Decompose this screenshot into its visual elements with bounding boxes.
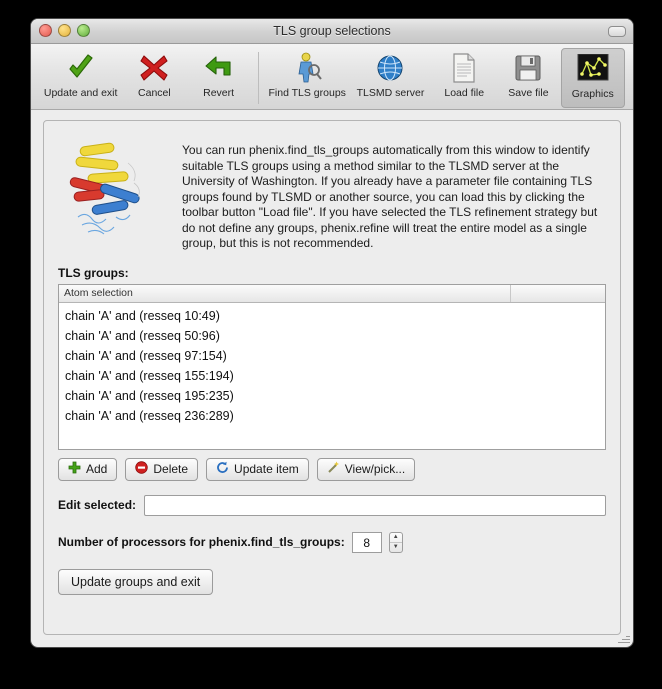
toolbar-button-load-file[interactable] (432, 48, 496, 108)
update-item-button-label: Update item (234, 462, 299, 476)
toolbar-label: Update and exit (43, 87, 118, 99)
main-panel (43, 120, 621, 635)
processors-label: Number of processors for phenix.find_tls_groups: (58, 535, 345, 549)
tls-groups-list[interactable] (58, 284, 606, 450)
window-body (31, 110, 633, 647)
blue-refresh-icon (216, 461, 229, 477)
document-icon (450, 51, 478, 85)
close-window-button[interactable] (39, 24, 52, 37)
edit-selected-label: Edit selected: (58, 498, 137, 512)
resize-grip[interactable] (617, 631, 630, 644)
stepper-up-icon[interactable]: ▲ (390, 533, 402, 543)
toolbar-separator (258, 52, 259, 104)
molecule-graphics-icon (577, 52, 609, 86)
floppy-disk-icon (513, 51, 543, 85)
column-header-empty[interactable] (511, 285, 605, 302)
window-title: TLS group selections (273, 24, 391, 38)
stepper-down-icon[interactable]: ▼ (392, 544, 399, 550)
list-header (59, 285, 605, 303)
toolbar-button-find-tls-groups[interactable] (266, 48, 349, 108)
delete-button-label: Delete (153, 462, 189, 476)
toolbar-label: Revert (203, 87, 235, 99)
toolbar-toggle-button[interactable] (608, 26, 626, 37)
list-body (59, 303, 605, 449)
wand-icon (327, 461, 340, 477)
table-row[interactable]: chain 'A' and (resseq 50:96) (65, 328, 220, 343)
tls-groups-label: TLS groups: (58, 265, 129, 280)
add-button-label: Add (86, 462, 108, 476)
processors-stepper[interactable] (389, 532, 403, 553)
toolbar-label: Save file (508, 87, 549, 99)
update-groups-and-exit-button[interactable]: Update groups and exit (58, 569, 213, 595)
add-button[interactable] (58, 458, 117, 481)
red-minus-icon (135, 461, 148, 477)
processors-row (58, 532, 606, 553)
toolbar-button-cancel[interactable] (122, 48, 186, 108)
delete-button[interactable] (125, 458, 198, 481)
toolbar-button-graphics[interactable] (561, 48, 625, 108)
toolbar-button-revert[interactable] (186, 48, 250, 108)
green-arrow-left-icon (204, 51, 234, 85)
toolbar-button-save-file[interactable] (496, 48, 560, 108)
toolbar-label: Load file (444, 87, 485, 99)
toolbar-label: Find TLS groups (268, 87, 346, 99)
list-action-buttons (58, 458, 606, 481)
table-row[interactable]: chain 'A' and (resseq 97:154) (65, 348, 227, 363)
column-header-atom-selection[interactable]: Atom selection (59, 285, 511, 302)
intro-text: You can run phenix.find_tls_groups automatically from this window to identify suitable TLS groups using a method similar to the TLSMD server at the University of Washington. If you already have a parameter file containing TLS groups found by TLSMD or another source, you can load this by clicking the toolbar button "Load file". If you have selected the TLS refinement strategy but do not define any groups, phenix.refine will treat the entire model as a single group, but this is not recommended. (182, 143, 598, 250)
table-row[interactable]: chain 'A' and (resseq 195:235) (65, 388, 234, 403)
green-plus-icon (68, 461, 81, 477)
intro-section (58, 133, 606, 252)
window-controls (39, 24, 90, 37)
toolbar-label: Cancel (138, 87, 171, 99)
update-item-button[interactable] (206, 458, 309, 481)
protein-ribbon-thumbnail (58, 133, 170, 248)
table-row[interactable]: chain 'A' and (resseq 236:289) (65, 408, 234, 423)
blue-globe-icon (375, 51, 405, 85)
green-check-icon (65, 51, 97, 85)
zoom-window-button[interactable] (77, 24, 90, 37)
view-pick-button-label: View/pick... (344, 462, 406, 476)
view-pick-button[interactable] (317, 458, 415, 481)
processors-value[interactable]: 8 (352, 532, 382, 553)
table-row[interactable]: chain 'A' and (resseq 155:194) (65, 368, 234, 383)
title-bar (31, 19, 633, 44)
toolbar (31, 44, 633, 110)
person-search-icon (292, 51, 322, 85)
toolbar-button-update-and-exit[interactable] (39, 48, 122, 108)
tls-group-selections-window (30, 18, 634, 648)
edit-selected-row (58, 495, 606, 516)
table-row[interactable]: chain 'A' and (resseq 10:49) (65, 308, 220, 323)
toolbar-button-tlsmd-server[interactable] (349, 48, 432, 108)
edit-selected-input[interactable] (144, 495, 606, 516)
toolbar-label: Graphics (571, 88, 614, 100)
toolbar-label: TLSMD server (356, 87, 425, 99)
footer-row (58, 569, 606, 595)
red-x-icon (139, 51, 169, 85)
minimize-window-button[interactable] (58, 24, 71, 37)
